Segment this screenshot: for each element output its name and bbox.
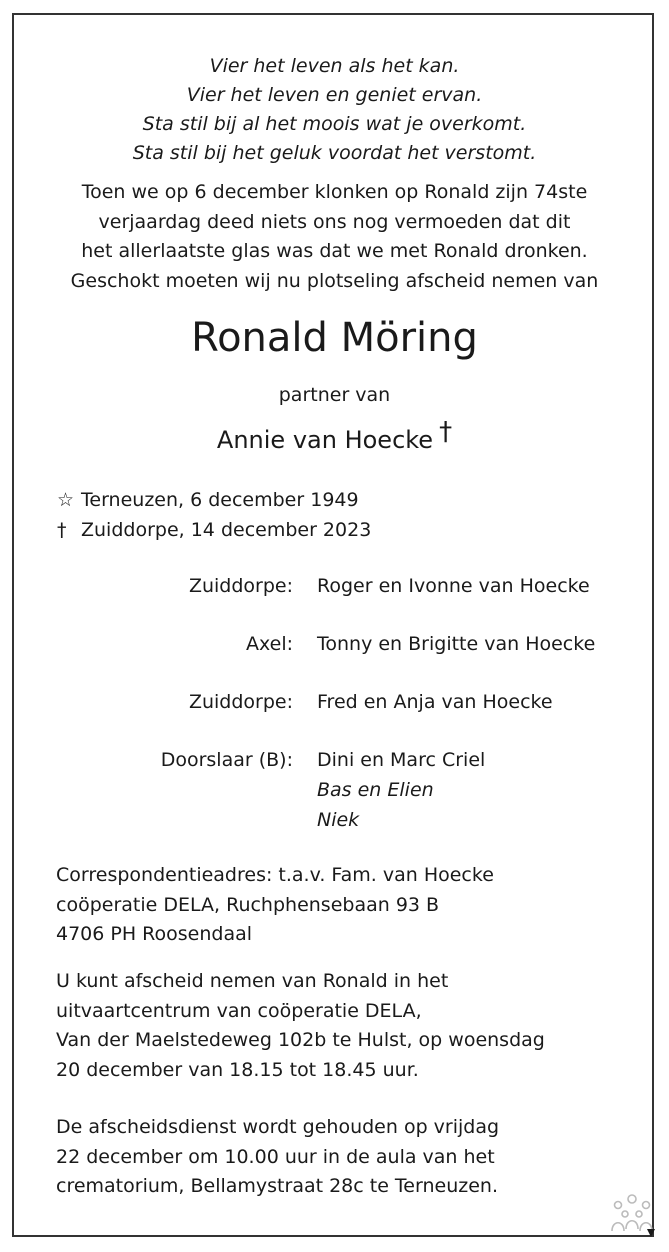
dagger-icon: † — [439, 417, 453, 447]
intro-line: het allerlaatste glas was dat we met Ronald dronken. — [81, 240, 588, 262]
dagger-icon: † — [57, 519, 67, 541]
death-text: Zuiddorpe, 14 december 2023 — [81, 519, 372, 541]
service-line: 22 december om 10.00 uur in de aula van het — [56, 1145, 495, 1168]
relative-name: Fred en Anja van Hoecke — [317, 691, 553, 713]
farewell-visit — [56, 967, 545, 1085]
relative-name: Bas en Elien — [317, 779, 434, 801]
farewell-line: Van der Maelstedeweg 102b te Hulst, op woensdag — [56, 1029, 545, 1051]
farewell-line: uitvaartcentrum van coöperatie DELA, — [56, 999, 422, 1022]
poem-line: Vier het leven als het kan. — [209, 55, 460, 77]
relative-name: Tonny en Brigitte van Hoecke — [317, 633, 596, 655]
address-line: coöperatie DELA, Ruchphensebaan 93 B — [56, 893, 440, 916]
farewell-line: 20 december van 18.15 tot 18.45 uur. — [56, 1058, 419, 1081]
family-logo-icon — [609, 1193, 657, 1239]
relative-names — [317, 687, 553, 717]
partner-label: partner van — [278, 384, 391, 406]
poem-line: Vier het leven en geniet ervan. — [186, 84, 483, 106]
partner-name: Annie van Hoecke — [216, 426, 434, 454]
address-line: 4706 PH Roosendaal — [56, 923, 253, 945]
relative-place: Zuiddorpe: — [188, 575, 293, 597]
partner-line — [0, 417, 669, 460]
correspondence-address — [56, 861, 494, 950]
intro-line: verjaardag deed niets ons nog vermoeden dat dit — [98, 210, 571, 233]
intro-line: Geschokt moeten wij nu plotseling afscheid nemen van — [70, 269, 599, 292]
star-icon: ☆ — [57, 489, 75, 511]
relative-place: Doorslaar (B): — [160, 749, 293, 771]
life-dates — [57, 485, 371, 545]
relative-place: Zuiddorpe: — [188, 691, 293, 713]
poem — [0, 52, 669, 168]
farewell-line: U kunt afscheid nemen van Ronald in het — [56, 970, 449, 992]
relative-names — [317, 745, 485, 835]
service-info — [56, 1113, 499, 1202]
intro-line: Toen we op 6 december klonken op Ronald zijn 74ste — [81, 181, 588, 203]
relative-names — [317, 629, 595, 659]
death-row — [57, 515, 371, 545]
relative-name: Roger en Ivonne van Hoecke — [317, 575, 590, 597]
birth-text: Terneuzen, 6 december 1949 — [81, 489, 359, 511]
relative-name: Dini en Marc Criel — [317, 749, 486, 771]
poem-line: Sta stil bij al het moois wat je overkomt. — [142, 113, 527, 135]
intro-text — [0, 178, 669, 296]
relative-names — [317, 571, 590, 601]
deceased-name: Ronald Möring — [191, 315, 478, 361]
relative-place: Axel: — [245, 633, 293, 655]
birth-row — [57, 485, 371, 515]
address-line: Correspondentieadres: t.a.v. Fam. van Hoecke — [56, 864, 494, 886]
service-line: crematorium, Bellamystraat 28c te Terneuzen. — [56, 1175, 498, 1197]
poem-line: Sta stil bij het geluk voordat het verstomt. — [132, 142, 537, 164]
relative-name: Niek — [317, 809, 360, 831]
service-line: De afscheidsdienst wordt gehouden op vrijdag — [56, 1116, 500, 1138]
